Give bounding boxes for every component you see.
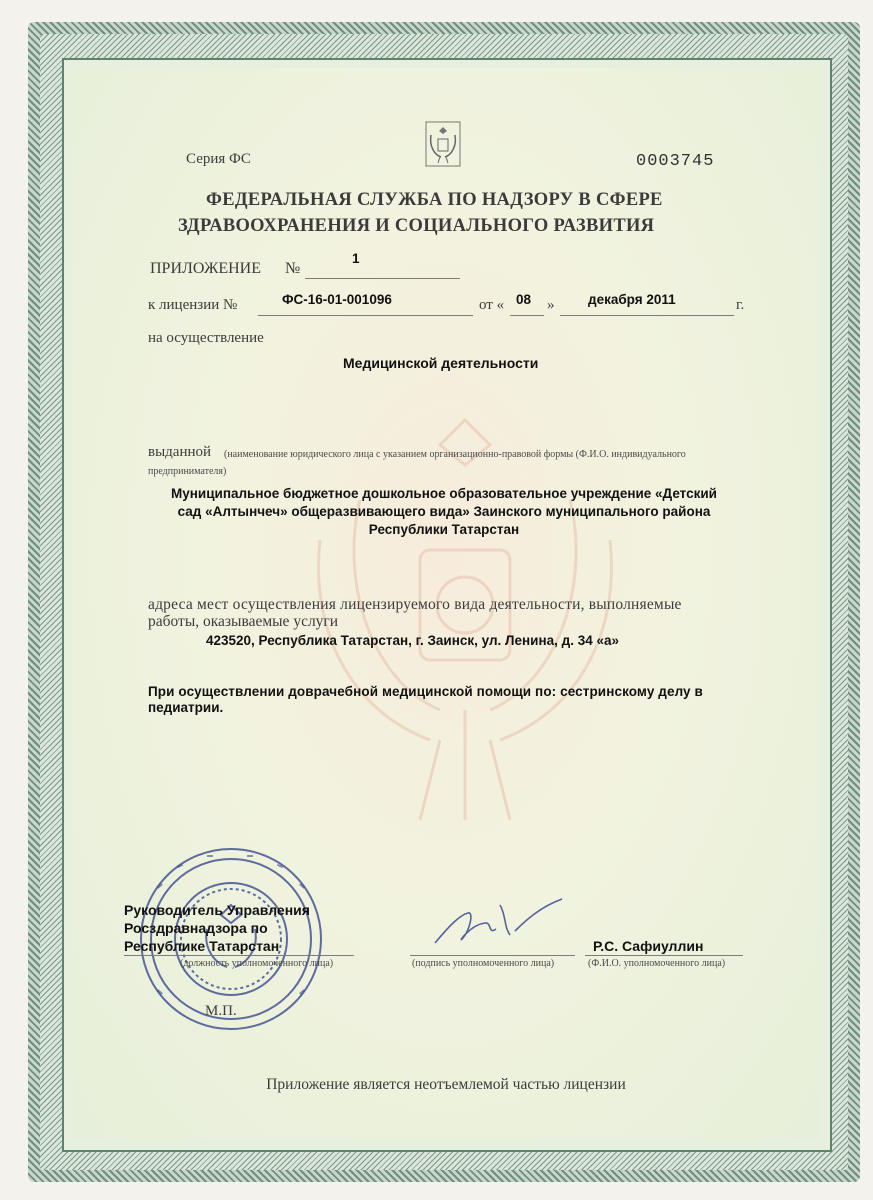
handwritten-signature bbox=[430, 895, 570, 950]
for-label: на осуществление bbox=[148, 330, 264, 346]
footer-note: Приложение является неотъемлемой частью лицензии bbox=[266, 1076, 626, 1093]
document-number: 0003745 bbox=[636, 152, 715, 171]
license-prefix: к лицензии № bbox=[148, 297, 238, 313]
month-year-underline bbox=[560, 315, 734, 316]
services-line-2: педиатрии. bbox=[148, 700, 224, 715]
appendix-number: 1 bbox=[352, 251, 360, 266]
issued-hint-line-2: предпринимателя) bbox=[148, 466, 227, 477]
position-underline bbox=[124, 955, 354, 956]
activity-address: 423520, Республика Татарстан, г. Заинск, ул. Ленина, д. 34 «а» bbox=[206, 633, 620, 648]
position-hint: (должность уполномоченного лица) bbox=[180, 958, 334, 969]
signer-position-line-2: Росздравнадзора по bbox=[124, 920, 268, 936]
number-sign: № bbox=[285, 260, 301, 277]
signature-hint: (подпись уполномоченного лица) bbox=[412, 958, 555, 969]
license-number: ФС-16-01-001096 bbox=[282, 292, 392, 307]
stamp-place-label: М.П. bbox=[205, 1003, 237, 1019]
title-line-2: ЗДРАВООХРАНЕНИЯ И СОЦИАЛЬНОГО РАЗВИТИЯ bbox=[178, 216, 655, 236]
appendix-number-underline bbox=[305, 278, 460, 279]
day-underline bbox=[510, 315, 544, 316]
services-line-1: При осуществлении доврачебной медицинской помощи по: сестринскому делу в bbox=[148, 684, 703, 699]
organization-line-1: Муниципальное бюджетное дошкольное образовательное учреждение «Детский bbox=[171, 486, 717, 501]
issued-hint-line-1: (наименование юридического лица с указанием организационно-правовой формы (Ф.И.О. индивидуального bbox=[224, 449, 686, 460]
year-suffix: г. bbox=[736, 297, 745, 313]
quote-close: » bbox=[547, 297, 555, 313]
license-number-underline bbox=[258, 315, 473, 316]
license-month-year: декабря 2011 bbox=[588, 292, 676, 307]
license-day: 08 bbox=[516, 292, 532, 307]
issued-label: выданной bbox=[148, 444, 212, 460]
signer-position-line-1: Руководитель Управления bbox=[124, 902, 310, 918]
address-label-line-1: адреса мест осуществления лицензируемого вида деятельности, выполняемые bbox=[148, 596, 682, 613]
organization-line-3: Республики Татарстан bbox=[368, 522, 520, 537]
name-underline bbox=[585, 955, 743, 956]
activity-type: Медицинской деятельности bbox=[343, 355, 539, 371]
organization-line-2: сад «Алтынчеч» общеразвивающего вида» Заинского муниципального района bbox=[177, 504, 711, 519]
series-label: Серия ФС bbox=[186, 151, 251, 167]
appendix-label: ПРИЛОЖЕНИЕ bbox=[150, 260, 262, 277]
title-line-1: ФЕДЕРАЛЬНАЯ СЛУЖБА ПО НАДЗОРУ В СФЕРЕ bbox=[206, 190, 663, 210]
address-label-line-2: работы, оказываемые услуги bbox=[148, 613, 339, 630]
signature-underline bbox=[410, 955, 575, 956]
coat-of-arms-icon bbox=[425, 121, 461, 167]
from-label: от « bbox=[479, 297, 505, 313]
signer-name: Р.С. Сафиуллин bbox=[593, 938, 704, 954]
signer-position-line-3: Республике Татарстан bbox=[124, 938, 280, 954]
name-hint: (Ф.И.О. уполномоченного лица) bbox=[588, 958, 726, 969]
